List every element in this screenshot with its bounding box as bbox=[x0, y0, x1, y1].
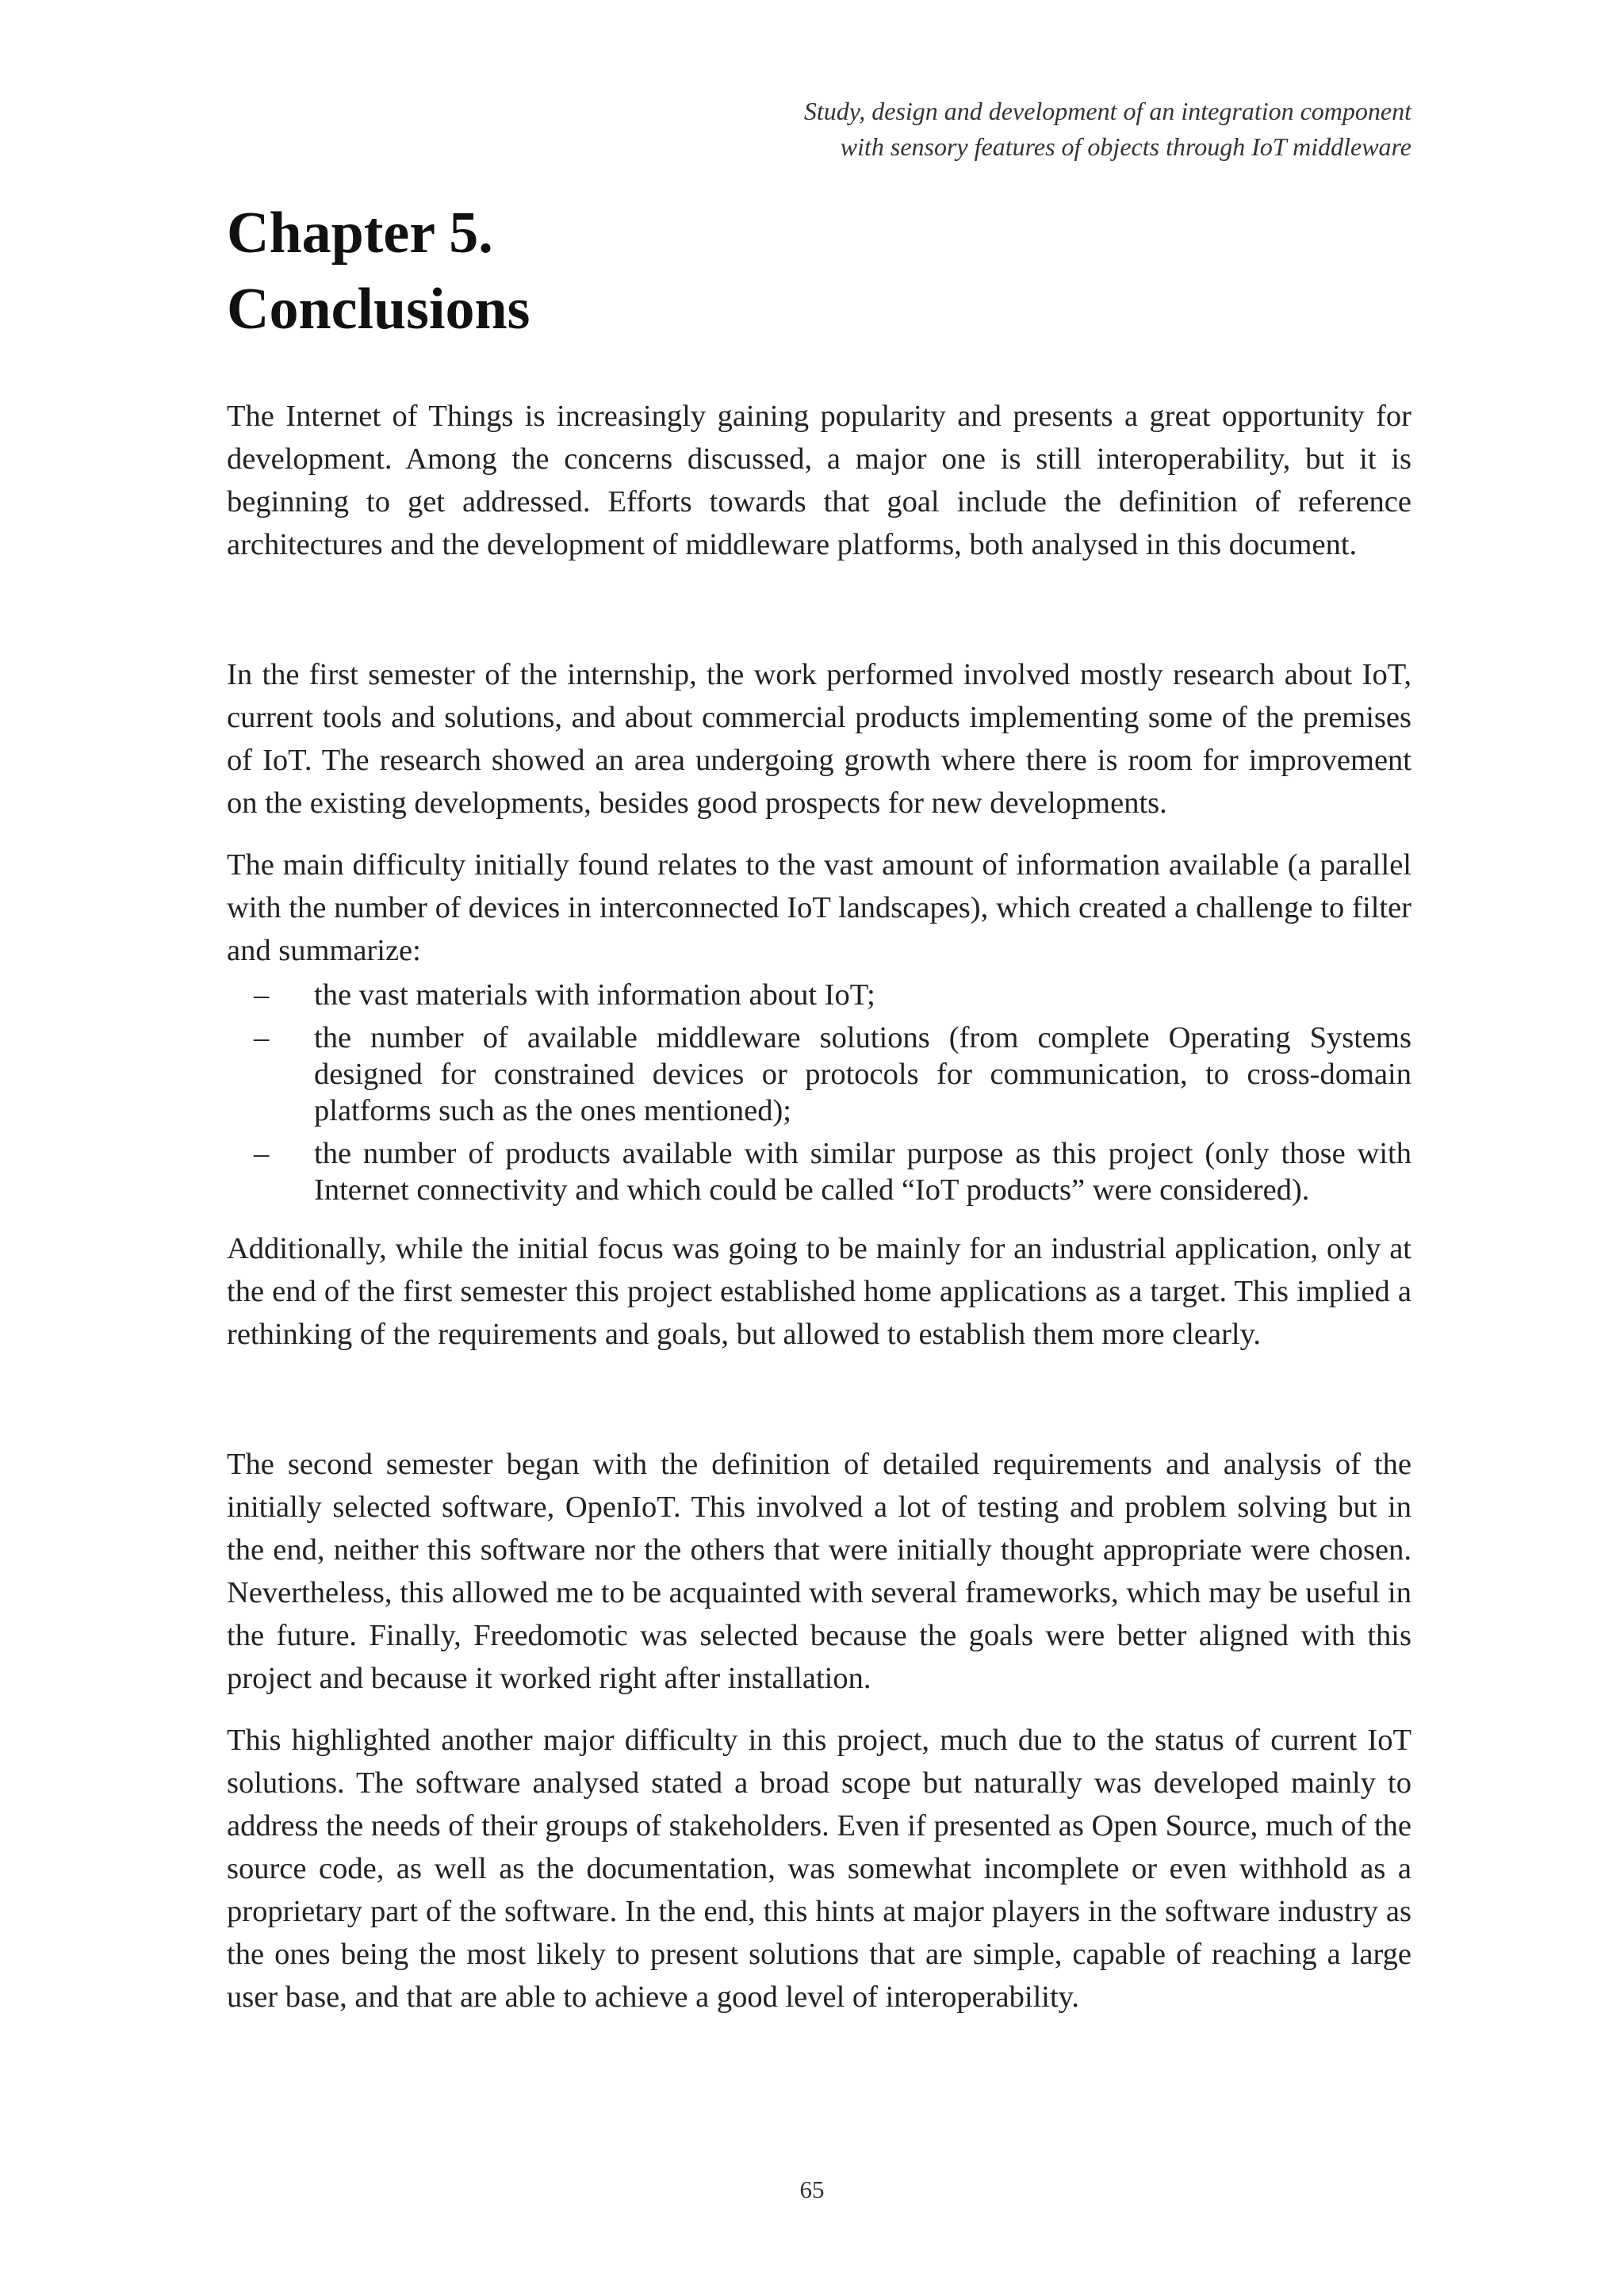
paragraph-intro: The Internet of Things is increasingly gaining popularity and presents a great opportunity for development. Among the concerns discussed, a major one is still interoperability, but it is beginning to get addressed. Efforts towards that goal include the definition of reference architectures and the development of middleware platforms, both analysed in this document. bbox=[227, 400, 1411, 561]
page-number: 65 bbox=[799, 2175, 825, 2203]
list-item-text: the number of available middleware solutions (from complete Operating Systems designed for constrained devices or protocols for communication, to cross-domain platforms such as the ones mentioned); bbox=[314, 1021, 1411, 1127]
chapter-label: Chapter 5. bbox=[227, 201, 493, 266]
list-item bbox=[254, 977, 1411, 1013]
dash-bullet-icon: – bbox=[254, 1137, 270, 1170]
difficulty-list bbox=[227, 977, 1411, 1208]
dash-bullet-icon: – bbox=[254, 1021, 270, 1054]
dash-bullet-icon: – bbox=[254, 978, 270, 1012]
chapter-name: Conclusions bbox=[227, 277, 530, 342]
paragraph-first-semester: In the first semester of the internship, the work performed involved mostly research about IoT, current tools and solutions, and about commercial products implementing some of the premises of IoT. The research showed an area undergoing growth where there is room for improvement on the existing developments, besides good prospects for new developments. bbox=[227, 658, 1411, 820]
running-header-line-1: Study, design and development of an integration component bbox=[803, 97, 1411, 125]
running-header-line-2: with sensory features of objects through IoT middleware bbox=[840, 132, 1411, 161]
list-item-text: the vast materials with information about IoT; bbox=[314, 978, 875, 1012]
paragraph-major-difficulty: This highlighted another major difficulty in this project, much due to the status of current IoT solutions. The software analysed stated a broad scope but naturally was developed mainly to address the needs of their groups of stakeholders. Even if presented as Open Source, much of the source code, as well as the documentation, was somewhat incomplete or even withhold as a proprietary part of the software. In the end, this hints at major players in the software industry as the ones being the most likely to present solutions that are simple, capable of reaching a large user base, and that are able to achieve a good level of interoperability. bbox=[227, 1724, 1411, 2014]
paragraph-main-difficulty: The main difficulty initially found relates to the vast amount of information available (a parallel with the number of devices in interconnected IoT landscapes), which created a challenge to filter and summarize: bbox=[227, 848, 1411, 967]
paragraph-second-semester: The second semester began with the definition of detailed requirements and analysis of the initially selected software, OpenIoT. This involved a lot of testing and problem solving but in the end, neither this software nor the others that were initially thought appropriate were chosen. Nevertheless, this allowed me to be acquainted with several frameworks, which may be useful in the future. Finally, Freedomotic was selected because the goals were better aligned with this project and because it worked right after installation. bbox=[227, 1448, 1411, 1695]
list-item-text: the number of products available with similar purpose as this project (only those with Internet connectivity and which could be called “IoT products” were considered). bbox=[314, 1137, 1411, 1207]
running-header bbox=[460, 94, 1411, 165]
chapter-title bbox=[227, 195, 530, 347]
body-text bbox=[227, 395, 1411, 2038]
paragraph-additionally: Additionally, while the initial focus was going to be mainly for an industrial application, only at the end of the first semester this project established home applications as a target. This implied a rethinking of the requirements and goals, but allowed to establish them more clearly. bbox=[227, 1232, 1411, 1351]
list-item bbox=[254, 1020, 1411, 1129]
list-item bbox=[254, 1135, 1411, 1208]
